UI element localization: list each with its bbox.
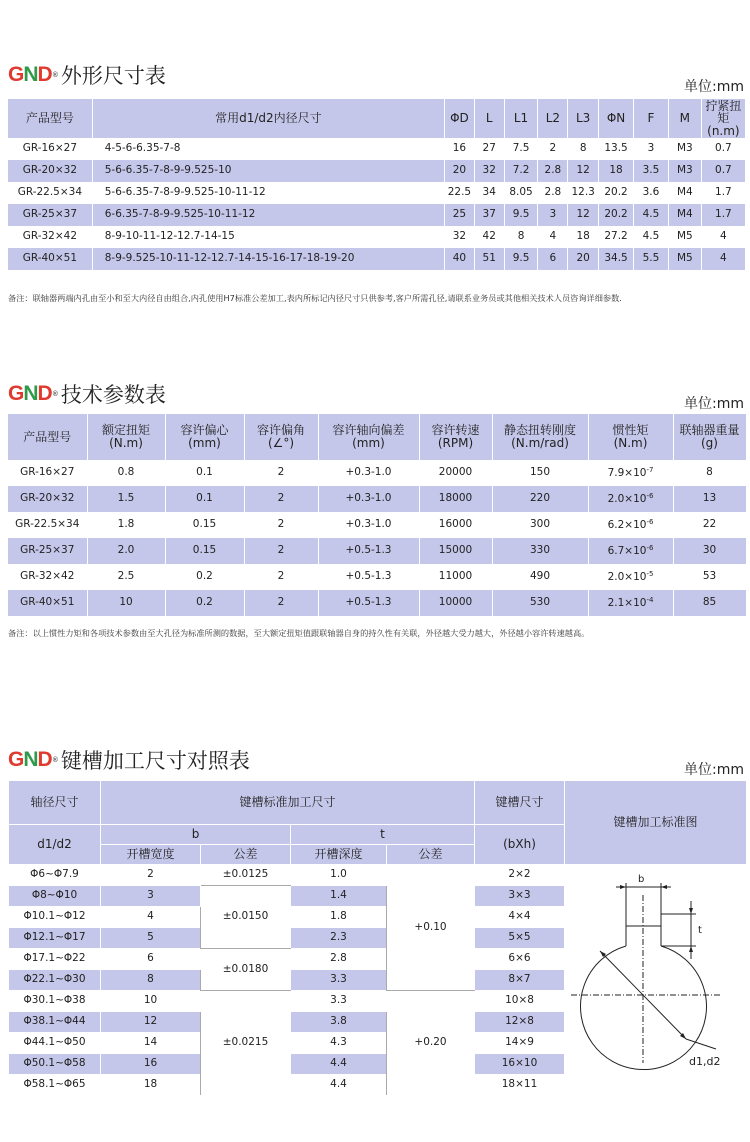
table-row: GR-40×51 8-9-9.525-10-11-12-12.7-14-15-16-17-18-19-20 40 51 9.5 6 20 34.5 5.5 M5 4: [8, 248, 746, 270]
table-row: GR-22.5×34 1.8 0.15 2 +0.3-1.0 16000 300 $6.2\times 10^{-6}$ 22: [8, 512, 746, 538]
table-note: 备注：联轴器两端内孔由至小和至大内径自由组合,内孔使用H7标准公差加工,表内所标记内径尺寸只供参考,客户所需孔径,请联系业务员或其他相关技术人员咨询详细参数.: [8, 293, 622, 303]
keyway-diagram-cell: [565, 865, 747, 1096]
unit-label: 单位:mm: [684, 79, 744, 95]
gnd-logo: G N D ®: [8, 63, 57, 86]
keyway-table: 轴径尺寸 键槽标准加工尺寸 键槽尺寸 键槽加工标准图 d1/d2 b t (bXh) 开槽宽度 公差 开槽深度 公差 Φ6~Φ7.9 2 ±0.0125 1.0 +0.10 2×2 b t d1,d2 Φ8~Φ10 3 ±0.0150 1.4 3×3 Φ10.1~Φ12 4 1.8 4×4 Φ12.1~Φ17 5 2.3 5×5 Φ17.1~Φ22 6 ±0.0180 2.8 6×6 Φ22.1~Φ30 8 3.3 8×7 Φ30.1~Φ38 10 ±0.0215 3.3 +0.20 10×8 Φ38.1~Φ44 12 3.8 12×8 Φ44.1~Φ50 14 4.3 14×9 Φ50.1~Φ58 16 4.4 16×10 Φ58.1~Φ65 18 4.4 18×11: [8, 780, 747, 1096]
table-row: GR-22.5×34 5-6-6.35-7-8-9-9.525-10-11-12 22.5 34 8.05 2.8 12.3 20.2 3.6 M4 1.7: [8, 182, 746, 204]
tech-params-table: [8, 414, 747, 616]
table-row: Φ22.1~Φ30 8 3.3 8×7: [9, 970, 747, 991]
gnd-logo: G N D ®: [8, 748, 57, 771]
table-header-row: 产品型号 常用d1/d2内径尺寸 ΦD L L1 L2 L3 ΦN F M 拧紧扭矩 (n.m): [8, 99, 746, 138]
table-row: Φ58.1~Φ65 18 4.4 18×11: [9, 1075, 747, 1096]
table-row: GR-16×27 0.8 0.1 2 +0.3-1.0 20000 150 $7.9\times 10^{-7}$ 8: [8, 460, 746, 486]
section-dimensions-header: [8, 60, 166, 90]
diagram-label-t: t: [697, 925, 702, 937]
table-row: GR-20×32 1.5 0.1 2 +0.3-1.0 18000 220 $2.0\times 10^{-6}$ 13: [8, 486, 746, 512]
keyway-diagram: [571, 873, 741, 1083]
unit-label: 单位:mm: [684, 762, 744, 778]
unit-label: 单位:mm: [684, 396, 744, 412]
table-row: Φ6~Φ7.9 2 ±0.0125 1.0 +0.10 2×2 b t d1,d2: [9, 865, 747, 886]
table-row: GR-25×37 6-6.35-7-8-9-9.525-10-11-12 25 37 9.5 3 12 20.2 4.5 M4 1.7: [8, 204, 746, 226]
section-title: 技术参数表: [60, 383, 166, 407]
table-row: GR-20×32 5-6-6.35-7-8-9-9.525-10 20 32 7.2 2.8 12 18 3.5 M3 0.7: [8, 160, 746, 182]
section-title: 外形尺寸表: [60, 64, 166, 88]
table-row: GR-32×42 8-9-10-11-12-12.7-14-15 32 42 8 4 18 27.2 4.5 M5 4: [8, 226, 746, 248]
table-row: Φ17.1~Φ22 6 ±0.0180 2.8 6×6: [9, 949, 747, 970]
table-note: 备注：以上惯性力矩和各项技术参数由至大孔径为标准所测的数据，至大额定扭矩值跟联轴器自身的持久性有关联，外径越大受力越大，外径越小容许转速越高。: [8, 628, 590, 638]
section-title: 键槽加工尺寸对照表: [60, 749, 250, 773]
table-row: Φ12.1~Φ17 5 2.3 5×5: [9, 928, 747, 949]
gnd-logo: G N D ®: [8, 382, 57, 405]
section-tech-params-header: [8, 379, 166, 409]
table-row: GR-16×27 4-5-6-6.35-7-8 16 27 7.5 2 8 13.5 3 M3 0.7: [8, 138, 746, 160]
dimensions-table: [8, 99, 746, 270]
table-header-row: 产品型号 额定扭矩 (N.m) 容许偏心 (mm) 容许偏角 (∠°) 容许轴向偏差 (mm) 容许转速 (RPM) 静态扭转刚度 (N.m/rad) 惯性矩 (N.m) 联轴器重量 (g): [8, 414, 746, 460]
table-row: Φ30.1~Φ38 10 ±0.0215 3.3 +0.20 10×8: [9, 991, 747, 1012]
table-row: GR-25×37 2.0 0.15 2 +0.5-1.3 15000 330 $6.7\times 10^{-6}$ 30: [8, 538, 746, 564]
section-keyway-header: [8, 745, 250, 775]
table-row: Φ50.1~Φ58 16 4.4 16×10: [9, 1054, 747, 1075]
table-row: Φ44.1~Φ50 14 4.3 14×9: [9, 1033, 747, 1054]
table-row: Φ38.1~Φ44 12 3.8 12×8: [9, 1012, 747, 1033]
table-row: GR-40×51 10 0.2 2 +0.5-1.3 10000 530 $2.1\times 10^{-4}$ 85: [8, 590, 746, 616]
diagram-label-b: b: [637, 874, 644, 886]
table-row: Φ8~Φ10 3 ±0.0150 1.4 3×3: [9, 886, 747, 907]
table-row: GR-32×42 2.5 0.2 2 +0.5-1.3 11000 490 $2.0\times 10^{-5}$ 53: [8, 564, 746, 590]
table-row: Φ10.1~Φ12 4 1.8 4×4: [9, 907, 747, 928]
diagram-label-d: d1,d2: [688, 1055, 720, 1069]
